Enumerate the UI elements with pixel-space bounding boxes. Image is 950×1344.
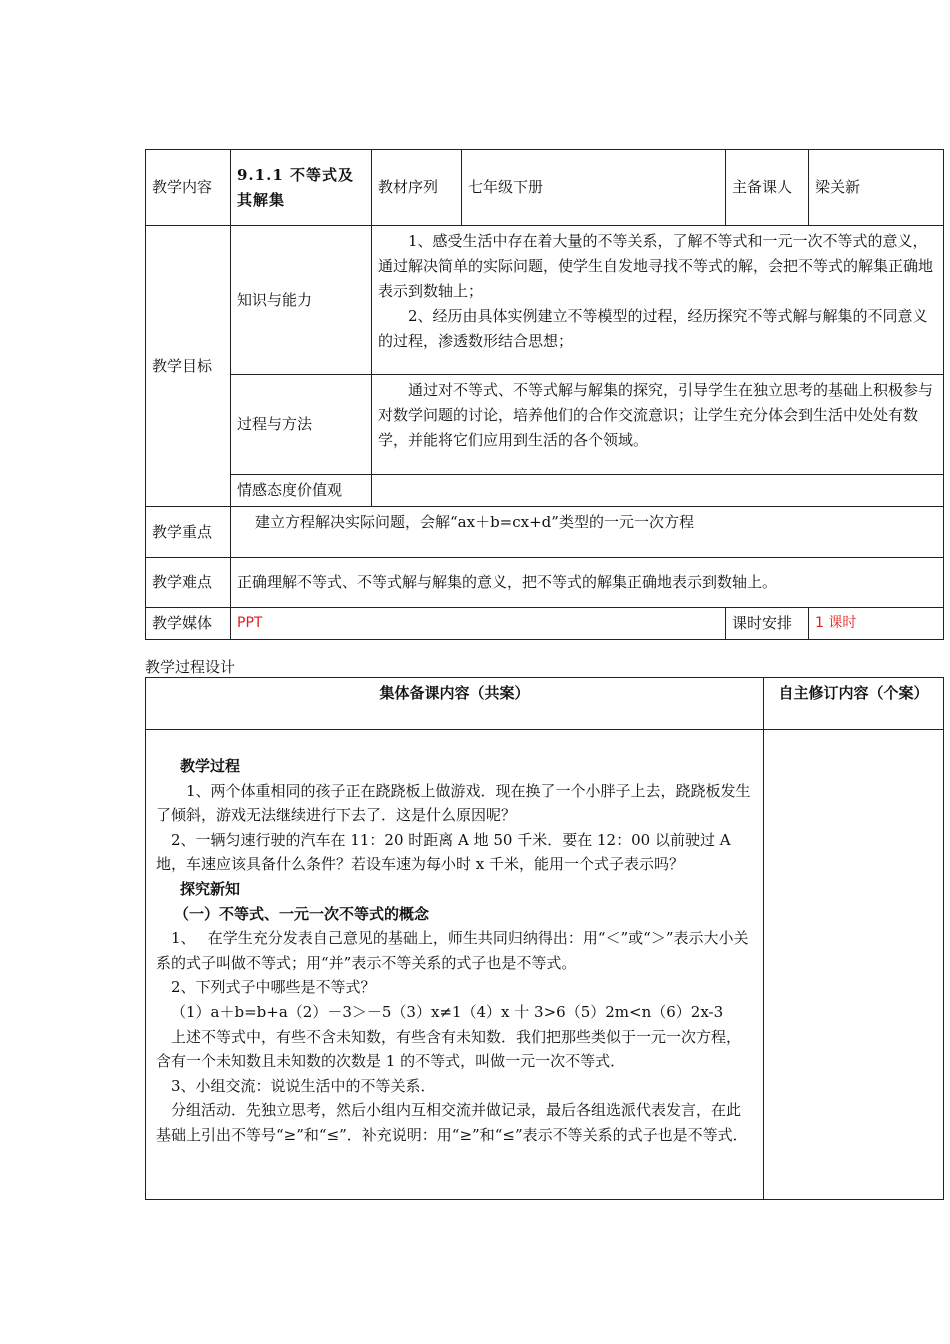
process-caption: 教学过程设计 <box>145 658 236 676</box>
knowledge-label: 知识与能力 <box>231 226 372 375</box>
content-value: 9.1.1 不等式及其解集 <box>231 150 372 226</box>
paragraph-7: 3、小组交流：说说生活中的不等关系． <box>171 1076 436 1095</box>
preparer-label: 主备课人 <box>726 150 809 226</box>
process-method-label: 过程与方法 <box>231 375 372 475</box>
knowledge-text-1: 1、感受生活中存在着大量的不等关系，了解不等式和一元一次不等式的意义，通过解决简单的实际问题，使学生自发地寻找不等式的解，会把不等式的解集正确地表示到数轴上； <box>378 232 934 300</box>
col1-header: 集体备课内容（共案） <box>146 678 764 730</box>
emotion-label: 情感态度价值观 <box>231 475 372 507</box>
process-table <box>145 677 944 1200</box>
content-label: 教学内容 <box>146 150 231 226</box>
process-content <box>146 730 764 1200</box>
focus-label: 教学重点 <box>146 507 231 558</box>
col2-header: 自主修订内容（个案） <box>764 678 944 730</box>
heading-process: 教学过程 <box>180 757 241 775</box>
heading-explore: 探究新知 <box>180 879 241 898</box>
paragraph-5: （1）a＋b=b+a（2）－3＞－5（3）x≠1（4）x 十 3>6（5）2m<n（6）2x-3 <box>171 1002 724 1021</box>
lesson-info-table <box>145 149 944 640</box>
col2-content <box>764 730 944 1200</box>
goals-label: 教学目标 <box>146 226 231 507</box>
paragraph-6: 上述不等式中，有些不含未知数，有些含有未知数．我们把那些类似于一元一次方程，含有一个未知数且未知数的次数是 1 的不等式，叫做一元一次不等式． <box>156 1027 742 1071</box>
knowledge-text-2: 2、经历由具体实例建立不等模型的过程，经历探究不等式解与解集的不同意义的过程，渗透数形结合思想； <box>378 307 928 350</box>
process-method-text: 通过对不等式、不等式解与解集的探究，引导学生在独立思考的基础上积极参与对数学问题的讨论，培养他们的合作交流意识；让学生充分体会到生活中处处有数学，并能将它们应用到生活的各个领域。 <box>372 375 944 475</box>
sequence-label: 教材序列 <box>372 150 462 226</box>
paragraph-2: 2、一辆匀速行驶的汽车在 11：20 时距离 A 地 50 千米．要在 12：00 以前驶过 A 地，车速应该具备什么条件？若设车速为每小时 x 千米，能用一个式子表示吗？ <box>156 830 731 874</box>
media-value: PPT <box>231 608 726 640</box>
paragraph-4: 2、下列式子中哪些是不等式？ <box>171 978 376 997</box>
preparer-value: 梁关新 <box>809 150 944 226</box>
paragraph-8: 分组活动．先独立思考，然后小组内互相交流并做记录，最后各组选派代表发言，在此基础上引出不等号“≥”和“≤”．补充说明：用“≥”和“≤”表示不等关系的式子也是不等式． <box>156 1101 748 1144</box>
hours-label: 课时安排 <box>726 608 809 640</box>
focus-text: 建立方程解决实际问题，会解“ax＋b=cx+d”类型的一元一次方程 <box>231 507 944 558</box>
hours-value: 1 课时 <box>809 608 944 640</box>
heading-concept: （一）不等式、一元一次不等式的概念 <box>174 904 430 923</box>
difficulty-label: 教学难点 <box>146 558 231 608</box>
difficulty-text: 正确理解不等式、不等式解与解集的意义，把不等式的解集正确地表示到数轴上。 <box>231 558 944 608</box>
media-label: 教学媒体 <box>146 608 231 640</box>
emotion-text <box>372 475 944 507</box>
sequence-value: 七年级下册 <box>462 150 726 226</box>
paragraph-3: 1、 在学生充分发表自己意见的基础上，师生共同归纳得出：用“＜”或“＞”表示大小关系的式子叫做不等式；用“并”表示不等关系的式子也是不等式。 <box>156 929 749 972</box>
knowledge-text <box>372 226 944 375</box>
paragraph-1: 1、两个体重相同的孩子正在跷跷板上做游戏．现在换了一个小胖子上去，跷跷板发生了倾斜，游戏无法继续进行下去了．这是什么原因呢？ <box>156 781 751 825</box>
